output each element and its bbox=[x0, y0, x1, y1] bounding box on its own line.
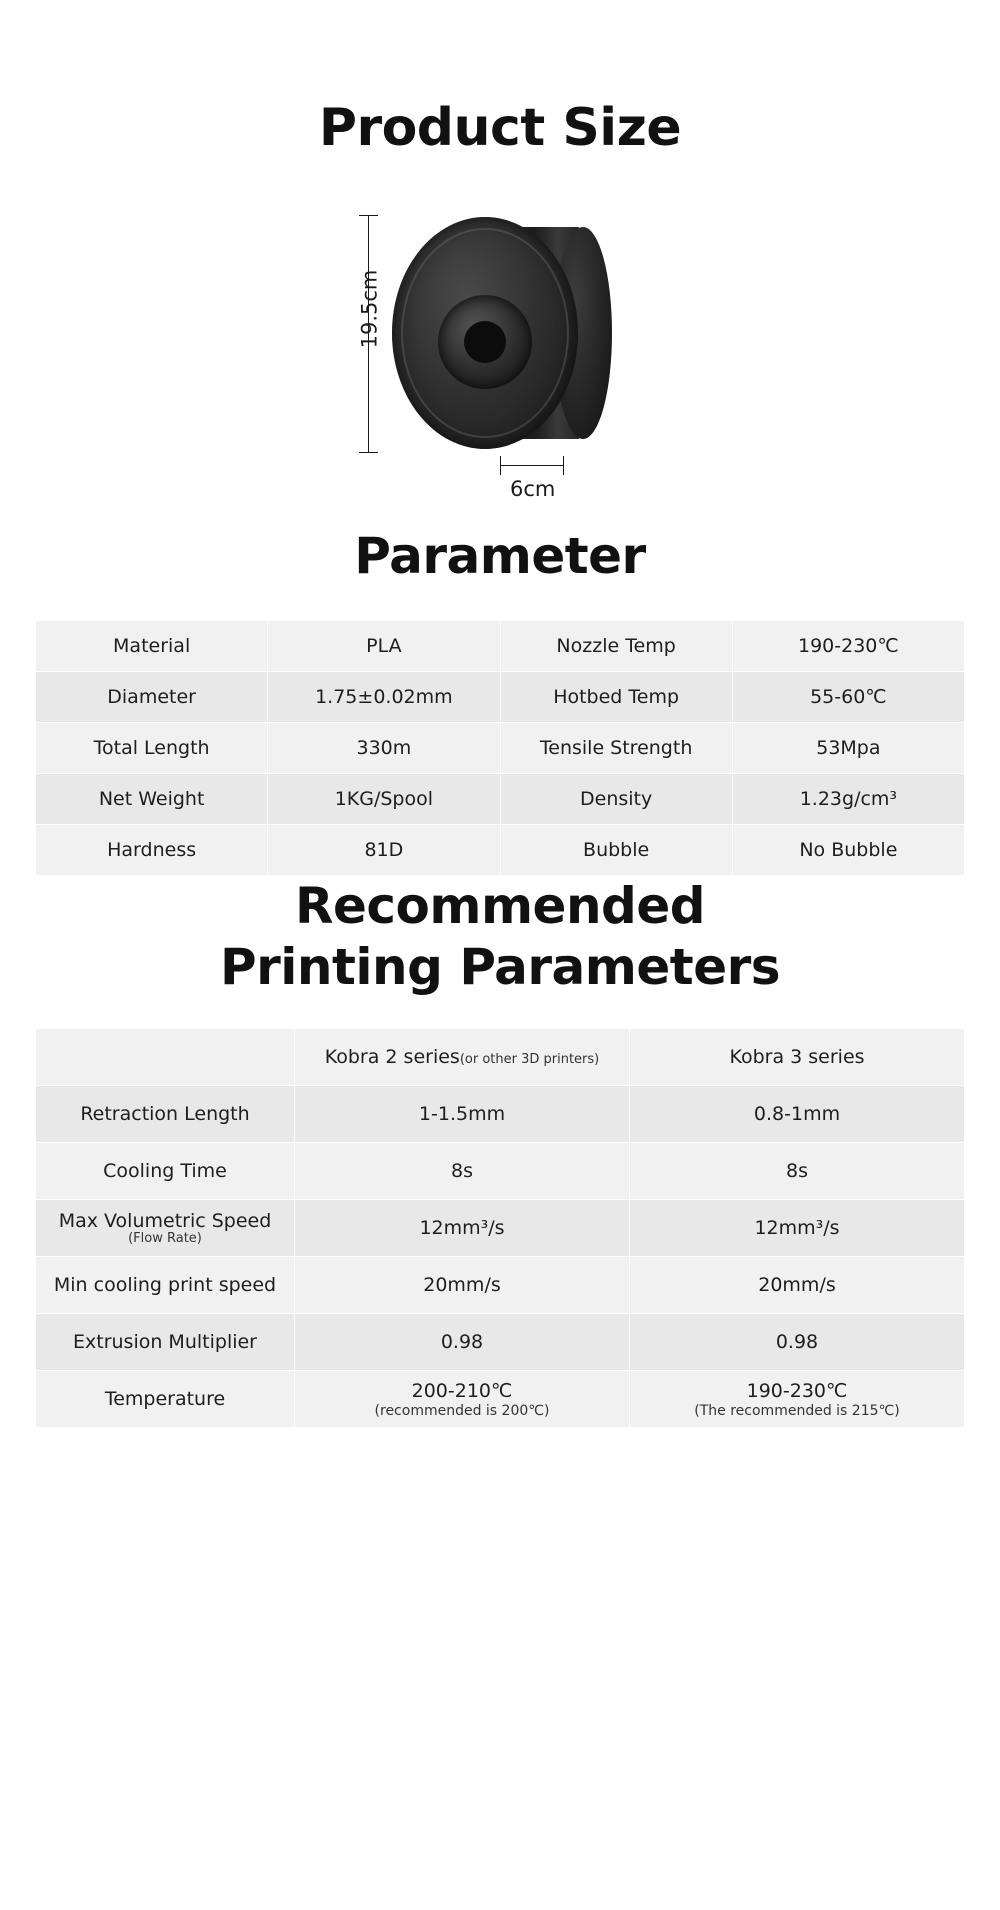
param-value: 1.23g/cm³ bbox=[732, 774, 964, 825]
param-label: Hotbed Temp bbox=[500, 672, 732, 723]
table-row bbox=[36, 1143, 965, 1200]
spoke-icon bbox=[448, 296, 522, 370]
rec-row-kobra3: 0.8-1mm bbox=[630, 1086, 965, 1143]
spool-flange bbox=[392, 217, 578, 449]
page-title-parameter: Parameter bbox=[354, 527, 646, 586]
param-value: PLA bbox=[268, 621, 500, 672]
rec-row-kobra3: 8s bbox=[630, 1143, 965, 1200]
param-label: Nozzle Temp bbox=[500, 621, 732, 672]
table-row bbox=[36, 672, 965, 723]
table-row bbox=[36, 1257, 965, 1314]
rec-row-label: Min cooling print speed bbox=[36, 1257, 295, 1314]
rec-row-kobra2: 12mm³/s bbox=[295, 1200, 630, 1257]
rec-row-kobra3: 20mm/s bbox=[630, 1257, 965, 1314]
rec-header-kobra3: Kobra 3 series bbox=[630, 1029, 965, 1086]
param-label: Density bbox=[500, 774, 732, 825]
table-row bbox=[36, 774, 965, 825]
rec-row-label: Cooling Time bbox=[36, 1143, 295, 1200]
param-value: 81D bbox=[268, 825, 500, 876]
rec-row-label-main: Max Volumetric Speed bbox=[58, 1210, 272, 1233]
param-value: 190-230℃ bbox=[732, 621, 964, 672]
product-size-illustration bbox=[0, 199, 1000, 529]
width-dimension-label: 6cm bbox=[510, 477, 556, 502]
rec-row-label bbox=[36, 1200, 295, 1257]
param-value: 53Mpa bbox=[732, 723, 964, 774]
param-value: 1.75±0.02mm bbox=[268, 672, 500, 723]
param-label: Total Length bbox=[36, 723, 268, 774]
rec-row-label: Temperature bbox=[36, 1371, 295, 1428]
rec-row-label: Retraction Length bbox=[36, 1086, 295, 1143]
rec-header-kobra2 bbox=[295, 1029, 630, 1086]
parameter-table bbox=[35, 620, 965, 876]
rec-row-kobra2: 1-1.5mm bbox=[295, 1086, 630, 1143]
rec-row-kobra3 bbox=[630, 1371, 965, 1428]
spoke-icon bbox=[448, 296, 522, 370]
page-title-recommended bbox=[0, 876, 1000, 998]
table-row bbox=[36, 825, 965, 876]
rec-row-kobra2-note: (recommended is 200℃) bbox=[374, 1402, 550, 1419]
rec-row-kobra3: 0.98 bbox=[630, 1314, 965, 1371]
height-dimension-label: 19.5cm bbox=[357, 269, 382, 349]
width-dimension-line bbox=[500, 465, 564, 466]
param-label: Bubble bbox=[500, 825, 732, 876]
rec-header-kobra2-main: Kobra 2 series bbox=[324, 1046, 460, 1069]
rec-row-kobra2-main: 200-210℃ bbox=[411, 1379, 513, 1402]
table-row bbox=[36, 1200, 965, 1257]
param-value: 330m bbox=[268, 723, 500, 774]
rec-row-kobra2 bbox=[295, 1371, 630, 1428]
rec-row-kobra2: 8s bbox=[295, 1143, 630, 1200]
param-value: 1KG/Spool bbox=[268, 774, 500, 825]
page-title-product-size: Product Size bbox=[318, 98, 682, 158]
rec-row-label-note: (Flow Rate) bbox=[128, 1231, 202, 1247]
rec-row-kobra3-note: (The recommended is 215℃) bbox=[694, 1402, 900, 1419]
rec-row-kobra3: 12mm³/s bbox=[630, 1200, 965, 1257]
product-detail-page bbox=[0, 100, 1000, 1910]
table-row bbox=[36, 1314, 965, 1371]
param-label: Diameter bbox=[36, 672, 268, 723]
rec-header-kobra2-note: (or other 3D printers) bbox=[459, 1052, 600, 1068]
table-row bbox=[36, 1371, 965, 1428]
rec-row-kobra2: 0.98 bbox=[295, 1314, 630, 1371]
param-label: Hardness bbox=[36, 825, 268, 876]
param-label: Net Weight bbox=[36, 774, 268, 825]
table-row bbox=[36, 1086, 965, 1143]
table-row bbox=[36, 723, 965, 774]
spoke-icon bbox=[470, 296, 500, 370]
param-value: No Bubble bbox=[732, 825, 964, 876]
rec-row-kobra2: 20mm/s bbox=[295, 1257, 630, 1314]
spoke-icon bbox=[448, 318, 522, 348]
rec-row-label: Extrusion Multiplier bbox=[36, 1314, 295, 1371]
recommended-title-line2: Printing Parameters bbox=[219, 938, 781, 997]
recommended-title-line1: Recommended bbox=[294, 877, 706, 936]
recommended-parameters-table bbox=[35, 1028, 965, 1428]
filament-spool-image bbox=[392, 209, 612, 459]
rec-header-blank bbox=[36, 1029, 295, 1086]
param-label: Material bbox=[36, 621, 268, 672]
rec-row-kobra3-main: 190-230℃ bbox=[746, 1379, 848, 1402]
table-row bbox=[36, 621, 965, 672]
param-label: Tensile Strength bbox=[500, 723, 732, 774]
spool-hub bbox=[438, 295, 532, 389]
param-value: 55-60℃ bbox=[732, 672, 964, 723]
table-header-row bbox=[36, 1029, 965, 1086]
